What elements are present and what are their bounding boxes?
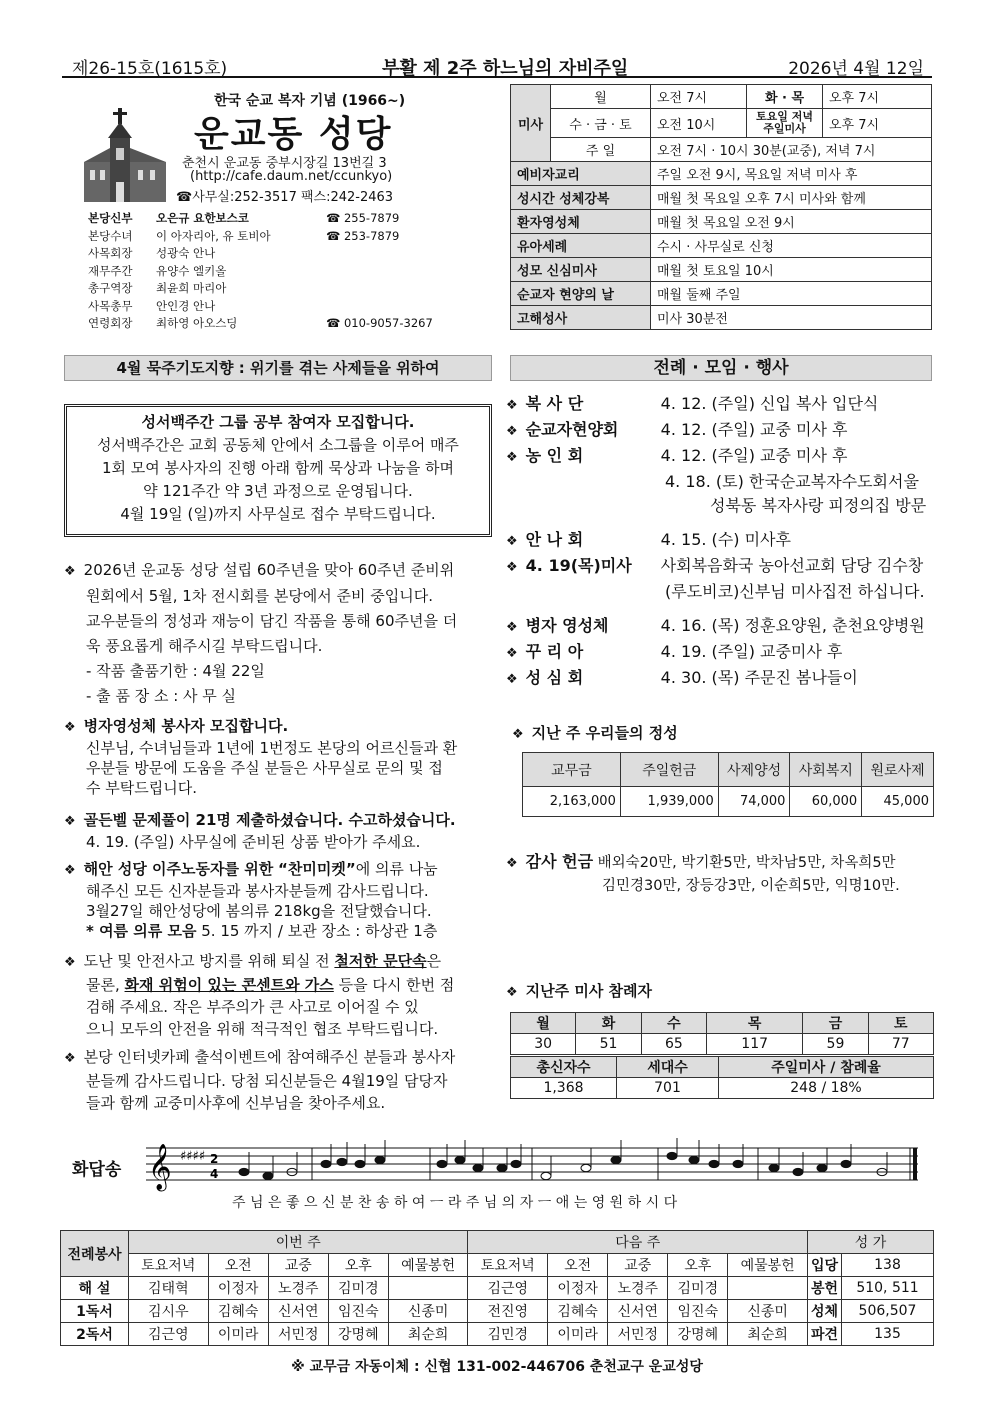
music-note bbox=[667, 1152, 677, 1159]
psalm-lyrics: 주 님 은 좋 으 신 분 찬 송 하 여 ㅡ 라 주 님 의 자 ㅡ 애 는 영 원 하 시 다 bbox=[232, 1195, 678, 1211]
schedule-label: 유아세례 bbox=[511, 234, 651, 258]
day-count: 77 bbox=[868, 1034, 933, 1055]
duty-cell: 김근영 bbox=[129, 1323, 209, 1346]
parish-info bbox=[64, 88, 504, 338]
day-header: 목 bbox=[707, 1013, 803, 1034]
music-note bbox=[511, 1160, 521, 1167]
music-note bbox=[733, 1160, 743, 1167]
music-note bbox=[239, 1168, 249, 1175]
duty-cell: 노경주 bbox=[608, 1277, 668, 1300]
event-detail: 성북동 복자사랑 피정의집 방문 bbox=[710, 496, 927, 515]
schedule-value: 주일 오전 9시, 목요일 저녁 미사 후 bbox=[651, 162, 932, 186]
duty-subheader: 오전 bbox=[208, 1254, 268, 1277]
issue-number: 제26-15호(1615호) bbox=[72, 59, 228, 79]
diamond-bullet-icon: ❖ bbox=[64, 1051, 76, 1066]
duty-cell: 최순희 bbox=[388, 1323, 468, 1346]
duty-subheader: 예물봉헌 bbox=[388, 1254, 468, 1277]
parish-phone: ☎사무실:252-3517 팩스:242-2463 bbox=[176, 190, 394, 205]
duty-cell: 이미라 bbox=[548, 1323, 608, 1346]
staff-row: 사목총무 안인경 안나 bbox=[88, 298, 216, 313]
offering-value: 45,000 bbox=[862, 787, 934, 817]
notice-title: 성서백주간 그룹 공부 참여자 모집합니다. bbox=[141, 413, 415, 431]
duty-cell: 신종미 bbox=[728, 1300, 808, 1323]
diamond-bullet-icon: ❖ bbox=[506, 534, 518, 549]
duty-role: 2독서 bbox=[61, 1323, 129, 1346]
day-count: 30 bbox=[511, 1034, 576, 1055]
hymn-number: 138 bbox=[842, 1254, 934, 1277]
day-header: 화 bbox=[576, 1013, 641, 1034]
event-detail: 4. 18. (토) 한국순교복자수도회서울 bbox=[665, 472, 919, 491]
staff-list bbox=[88, 210, 488, 333]
offering-header: 사회복지 bbox=[790, 753, 862, 787]
schedule-label: 성모 신심미사 bbox=[511, 258, 651, 282]
event-item: ❖ 농 인 회 4. 12. (주일) 교중 미사 후 bbox=[506, 446, 848, 465]
duty-cell: 신서연 bbox=[608, 1300, 668, 1323]
diamond-bullet-icon: ❖ bbox=[506, 856, 518, 871]
liturgical-title: 부활 제 2주 하느님의 자비주일 bbox=[382, 58, 629, 79]
music-note bbox=[321, 1160, 331, 1167]
event-item: ❖ 복 사 단 4. 12. (주일) 신입 복사 입단식 bbox=[506, 394, 879, 413]
diamond-bullet-icon: ❖ bbox=[506, 672, 518, 687]
duty-cell: 최순희 bbox=[728, 1323, 808, 1346]
staff-row: 총구역장 최윤희 마리아 bbox=[88, 281, 227, 295]
hymn-label: 입당 bbox=[808, 1254, 842, 1277]
music-note bbox=[709, 1160, 719, 1167]
parish-address: 춘천시 운교동 중부시장길 13번길 3 bbox=[182, 156, 387, 171]
duty-header: 전례봉사 bbox=[61, 1231, 129, 1277]
offering-header: 교무금 bbox=[523, 753, 621, 787]
summary-header: 주일미사 / 참례율 bbox=[719, 1057, 934, 1078]
duty-cell: 서민정 bbox=[608, 1323, 668, 1346]
duty-cell: 김민경 bbox=[468, 1323, 548, 1346]
duty-cell: 이정자 bbox=[208, 1277, 268, 1300]
thanks-offering: ❖ 감사 헌금 배외숙20만, 박기환5만, 박차남5만, 차옥희5만 김민경30만, 장등강3만, 이순희5만, 익명10만. bbox=[506, 852, 900, 894]
schedule-label: 고해성사 bbox=[511, 306, 651, 330]
attendance-table bbox=[510, 1012, 934, 1055]
duty-cell: 이정자 bbox=[548, 1277, 608, 1300]
duty-header: 다음 주 bbox=[468, 1231, 808, 1254]
diamond-bullet-icon: ❖ bbox=[506, 985, 518, 1000]
duty-subheader: 교중 bbox=[608, 1254, 668, 1277]
event-item: ❖ 성 심 회 4. 30. (목) 주문진 봄나들이 bbox=[506, 668, 858, 687]
music-note bbox=[375, 1156, 385, 1163]
notice-line: 약 121주간 약 3년 과정으로 운영됩니다. bbox=[143, 482, 413, 500]
duty-role: 1독서 bbox=[61, 1300, 129, 1323]
music-note bbox=[581, 1164, 591, 1171]
diamond-bullet-icon: ❖ bbox=[64, 955, 76, 970]
duty-cell: 김태혁 bbox=[129, 1277, 209, 1300]
notice-anniversary: ❖ 2026년 운교동 성당 설립 60주년을 맞아 60주년 준비위 원회에서 5월, 1차 전시회를 본당에서 준비 중입니다. 교우분들의 정성과 재능이 담긴 작품을 통해 60주년을 더 욱 풍요롭게 해주시길 부탁드립니다. - 작품 출품기한 : 4월 22일 - 출 품 장 소 : 사 무 실 bbox=[64, 561, 458, 705]
issue-date: 2026년 4월 12일 bbox=[788, 59, 924, 79]
notice-goldenbell: ❖ 골든벨 문제풀이 21명 제출하셨습니다. 수고하셨습니다. 4. 19. (주일) 사무실에 준비된 상품 받아가 주세요. bbox=[64, 811, 456, 851]
mass-time: 오후 7시 bbox=[823, 109, 932, 138]
prayer-intent-bar: 4월 묵주기도지향 : 위기를 겪는 사제들을 위하여 bbox=[64, 355, 492, 381]
mass-day: 수 · 금 · 토 bbox=[551, 109, 651, 138]
music-note bbox=[793, 1168, 803, 1175]
music-note bbox=[689, 1156, 699, 1163]
notice-line: 성서백주간은 교회 공동체 안에서 소그룹을 이루어 매주 bbox=[97, 436, 459, 454]
duty-cell: 신종미 bbox=[388, 1300, 468, 1323]
duty-cell bbox=[728, 1277, 808, 1300]
day-count: 117 bbox=[707, 1034, 803, 1055]
mass-day: 토요일 저녁 주일미사 bbox=[747, 109, 823, 138]
duty-cell: 김시우 bbox=[129, 1300, 209, 1323]
duty-cell: 임진숙 bbox=[668, 1300, 728, 1323]
duty-cell: 김미경 bbox=[668, 1277, 728, 1300]
diamond-bullet-icon: ❖ bbox=[506, 398, 518, 413]
staff-row: 연령회장 최하영 아오스딩 ☎ 010-9057-3267 bbox=[88, 316, 433, 330]
duty-subheader: 토요저녁 bbox=[129, 1254, 209, 1277]
day-header: 토 bbox=[868, 1013, 933, 1034]
schedule-value: 미사 30분전 bbox=[651, 306, 932, 330]
offering-value: 1,939,000 bbox=[620, 787, 718, 817]
diamond-bullet-icon: ❖ bbox=[506, 450, 518, 465]
notice-cafe-event: ❖ 본당 인터넷카페 출석이벤트에 참여해주신 분들과 봉사자 분들께 감사드립니다. 당첨 되신분들은 4월19일 담당자 들과 함께 교중미사후에 신부님을 찾아주세요. bbox=[64, 1048, 456, 1112]
mass-day: 화 · 목 bbox=[747, 85, 823, 109]
hymn-number: 506,507 bbox=[842, 1300, 934, 1323]
music-note bbox=[611, 1156, 621, 1163]
duty-cell: 김혜숙 bbox=[208, 1300, 268, 1323]
duty-cell: 신서연 bbox=[268, 1300, 328, 1323]
day-count: 51 bbox=[576, 1034, 641, 1055]
music-note bbox=[455, 1156, 465, 1163]
day-header: 수 bbox=[641, 1013, 706, 1034]
music-note bbox=[337, 1158, 347, 1165]
offering-header: 주일헌금 bbox=[620, 753, 718, 787]
hymn-number: 510, 511 bbox=[842, 1277, 934, 1300]
duty-subheader: 오전 bbox=[548, 1254, 608, 1277]
music-note bbox=[473, 1164, 483, 1171]
offering-table bbox=[522, 752, 934, 817]
event-item: ❖ 안 나 회 4. 15. (수) 미사후 bbox=[506, 530, 791, 549]
event-item: ❖ 순교자현양회 4. 12. (주일) 교중 미사 후 bbox=[506, 420, 848, 439]
psalm-music-staff bbox=[146, 1138, 922, 1194]
duty-cell: 전진영 bbox=[468, 1300, 548, 1323]
duty-cell: 김근영 bbox=[468, 1277, 548, 1300]
mass-schedule-table bbox=[510, 84, 932, 330]
staff-row: 본당수녀 이 아자리아, 유 토비아 ☎ 253-7879 bbox=[88, 228, 400, 243]
events-list bbox=[506, 392, 938, 692]
notice-safety: ❖ 도난 및 안전사고 방지를 위해 퇴실 전 철저한 문단속은 물론, 화재 위험이 있는 콘센트와 가스 등을 다시 한번 점 검해 주세요. 작은 부주의가 큰 사고로 이어질 수 있 으니 모두의 안전을 위해 적극적인 협조 부탁드립니다. bbox=[64, 952, 455, 1038]
event-item: ❖ 4. 19(목)미사 사회복음화국 농아선교회 담당 김수창 bbox=[506, 556, 924, 575]
mass-time: 오전 7시 bbox=[651, 85, 747, 109]
event-item: ❖ 꾸 리 아 4. 19. (주일) 교중미사 후 bbox=[506, 642, 843, 661]
svg-text:2: 2 bbox=[210, 1152, 219, 1166]
duty-header: 이번 주 bbox=[129, 1231, 468, 1254]
day-count: 59 bbox=[803, 1034, 868, 1055]
diamond-bullet-icon: ❖ bbox=[506, 560, 518, 575]
offering-value: 74,000 bbox=[718, 787, 790, 817]
parish-subtitle: 한국 순교 복자 기념 (1966~) bbox=[214, 93, 406, 109]
duty-cell: 김혜숙 bbox=[548, 1300, 608, 1323]
music-note bbox=[541, 1172, 551, 1179]
summary-value: 248 / 18% bbox=[719, 1078, 934, 1099]
svg-text:𝄞: 𝄞 bbox=[148, 1144, 172, 1190]
mass-day: 월 bbox=[551, 85, 651, 109]
duty-subheader: 오후 bbox=[668, 1254, 728, 1277]
day-count: 65 bbox=[641, 1034, 706, 1055]
parish-name: 운교동 성당 bbox=[194, 114, 393, 155]
diamond-bullet-icon: ❖ bbox=[506, 646, 518, 661]
schedule-label: 성시간 성체강복 bbox=[511, 186, 651, 210]
duty-cell: 강명혜 bbox=[328, 1323, 388, 1346]
schedule-value: 매월 둘째 주일 bbox=[651, 282, 932, 306]
music-note bbox=[263, 1172, 273, 1179]
duty-subheader: 예물봉헌 bbox=[728, 1254, 808, 1277]
diamond-bullet-icon: ❖ bbox=[506, 620, 518, 635]
offering-title: ❖ 지난 주 우리들의 정성 bbox=[512, 724, 678, 742]
summary-header: 세대수 bbox=[617, 1057, 719, 1078]
staff-row: 본당신부 오은규 요한보스코 ☎ 255-7879 bbox=[88, 211, 400, 225]
offering-header: 사제양성 bbox=[718, 753, 790, 787]
offering-header: 원로사제 bbox=[862, 753, 934, 787]
duty-cell bbox=[388, 1277, 468, 1300]
mass-time: 오후 7시 bbox=[823, 85, 932, 109]
music-note bbox=[769, 1164, 779, 1171]
header-bar bbox=[62, 50, 932, 78]
offering-value: 2,163,000 bbox=[523, 787, 621, 817]
music-note bbox=[817, 1164, 827, 1171]
duty-subheader: 교중 bbox=[268, 1254, 328, 1277]
music-note bbox=[437, 1160, 447, 1167]
duty-cell: 김미경 bbox=[328, 1277, 388, 1300]
diamond-bullet-icon: ❖ bbox=[64, 564, 76, 579]
day-header: 금 bbox=[803, 1013, 868, 1034]
diamond-bullet-icon: ❖ bbox=[64, 720, 76, 735]
mass-label: 미사 bbox=[511, 85, 551, 162]
event-item: ❖ 병자 영성체 4. 16. (목) 정훈요양원, 춘천요양병원 bbox=[506, 616, 925, 635]
schedule-label: 환자영성체 bbox=[511, 210, 651, 234]
summary-value: 1,368 bbox=[511, 1078, 617, 1099]
notice-line: 4월 19일 (일)까지 사무실로 접수 부탁드립니다. bbox=[120, 505, 436, 523]
event-detail: (루도비코)신부님 미사집전 하십니다. bbox=[665, 582, 925, 601]
svg-text:4: 4 bbox=[210, 1167, 219, 1181]
duty-cell: 노경주 bbox=[268, 1277, 328, 1300]
hymn-label: 성체 bbox=[808, 1300, 842, 1323]
duty-subheader: 오후 bbox=[328, 1254, 388, 1277]
psalm-label: 화답송 bbox=[72, 1160, 122, 1180]
church-illustration-icon bbox=[80, 100, 172, 208]
hymn-label: 파견 bbox=[808, 1323, 842, 1346]
duty-header: 성 가 bbox=[808, 1231, 934, 1254]
duty-role: 해 설 bbox=[61, 1277, 129, 1300]
duty-cell: 이미라 bbox=[208, 1323, 268, 1346]
music-note bbox=[497, 1164, 507, 1171]
music-note bbox=[355, 1160, 365, 1167]
hymn-number: 135 bbox=[842, 1323, 934, 1346]
summary-value: 701 bbox=[617, 1078, 719, 1099]
schedule-label: 예비자교리 bbox=[511, 162, 651, 186]
mass-day: 주 일 bbox=[551, 138, 651, 162]
svg-text:♯♯♯♯: ♯♯♯♯ bbox=[180, 1149, 206, 1164]
attendance-summary-table bbox=[510, 1056, 934, 1099]
schedule-value: 매월 첫 목요일 오후 7시 미사와 함께 bbox=[651, 186, 932, 210]
notice-volunteers: ❖ 병자영성체 봉사자 모집합니다. 신부님, 수녀님들과 1년에 1번정도 본당의 어르신들과 환 우분들 방문에 도움을 주실 분들은 사무실로 문의 및 접 수 부탁드립니다. bbox=[64, 717, 458, 797]
diamond-bullet-icon: ❖ bbox=[512, 727, 524, 742]
schedule-value: 매월 첫 목요일 오전 9시 bbox=[651, 210, 932, 234]
schedule-label: 순교자 현양의 날 bbox=[511, 282, 651, 306]
mass-time: 오전 7시 · 10시 30분(교중), 저녁 7시 bbox=[651, 138, 932, 162]
duty-cell: 임진숙 bbox=[328, 1300, 388, 1323]
hymn-label: 봉헌 bbox=[808, 1277, 842, 1300]
schedule-value: 매월 첫 토요일 10시 bbox=[651, 258, 932, 282]
mass-time: 오전 10시 bbox=[651, 109, 747, 138]
events-title-bar: 전례 · 모임 · 행사 bbox=[510, 355, 932, 381]
parish-url[interactable]: (http://cafe.daum.net/ccunkyo) bbox=[190, 169, 393, 184]
diamond-bullet-icon: ❖ bbox=[64, 863, 76, 878]
music-note bbox=[841, 1160, 851, 1167]
footer-bank-info: ※ 교무금 자동이체 : 신협 131-002-446706 춘천교구 운교성당 bbox=[291, 1359, 703, 1375]
schedule-value: 수시 · 사무실로 신청 bbox=[651, 234, 932, 258]
diamond-bullet-icon: ❖ bbox=[64, 814, 76, 829]
day-header: 월 bbox=[511, 1013, 576, 1034]
notice-line: 1회 모여 봉사자의 진행 아래 함께 묵상과 나눔을 하며 bbox=[102, 459, 454, 477]
notice-clothing: ❖ 해안 성당 이주노동자를 위한 “찬미미켓”에 의류 나눔 해주신 모든 신자분들과 봉사자분들께 감사드립니다. 3월27일 해안성당에 봄의류 218kg을 전달했습니다. * 여름 의류 모음 5. 15 까지 / 보관 장소 : 하상관 1층 bbox=[64, 860, 438, 940]
summary-header: 총신자수 bbox=[511, 1057, 617, 1078]
liturgy-duty-table bbox=[60, 1230, 934, 1346]
bible-study-notice bbox=[64, 404, 492, 537]
duty-subheader: 토요저녁 bbox=[468, 1254, 548, 1277]
duty-cell: 강명혜 bbox=[668, 1323, 728, 1346]
duty-cell: 서민정 bbox=[268, 1323, 328, 1346]
attendance-title: ❖ 지난주 미사 참례자 bbox=[506, 982, 653, 1000]
offering-value: 60,000 bbox=[790, 787, 862, 817]
staff-row: 재무주간 유양수 엘키올 bbox=[88, 263, 227, 278]
diamond-bullet-icon: ❖ bbox=[506, 424, 518, 439]
staff-row: 사목회장 성광숙 안나 bbox=[88, 246, 216, 260]
